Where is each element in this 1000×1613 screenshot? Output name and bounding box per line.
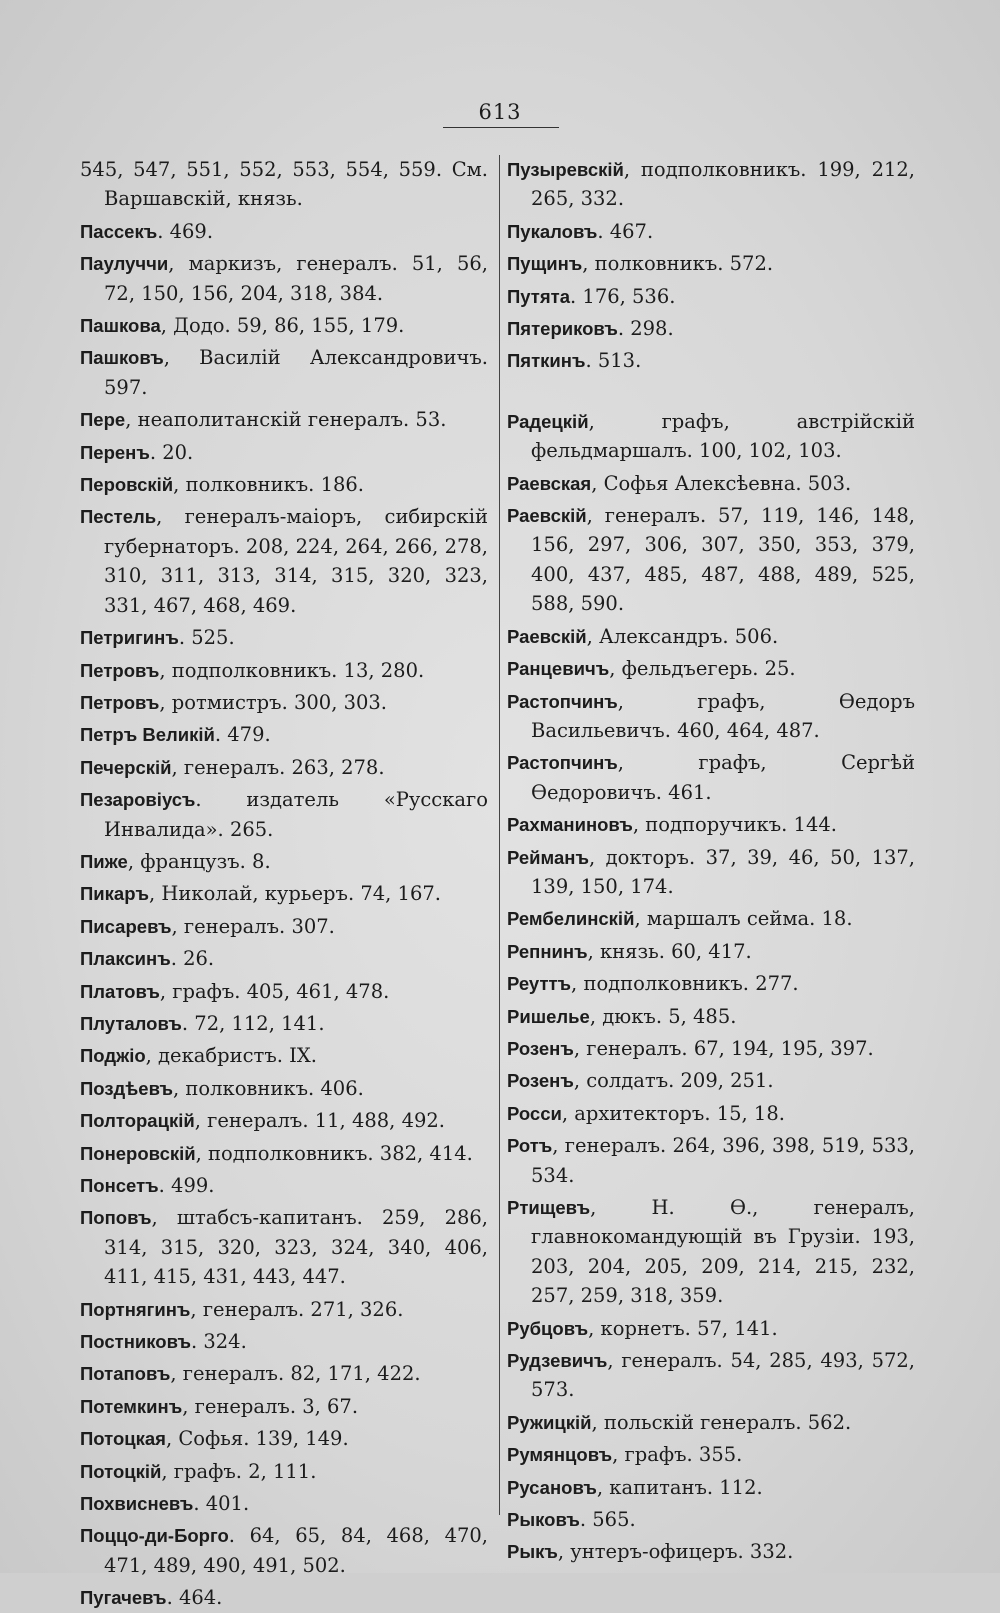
entry-pages: . 72, 112, 141.	[181, 1011, 325, 1035]
index-entry	[507, 1193, 915, 1311]
entry-name: Пиже	[80, 850, 128, 872]
entry-name: Радецкій	[507, 410, 589, 432]
index-entry	[507, 1346, 915, 1405]
entry-pages: , генералъ. 82, 171, 422.	[170, 1362, 421, 1386]
index-entry	[80, 155, 488, 214]
entry-name: Похвисневъ	[80, 1493, 194, 1515]
entry-pages: , капитанъ. 112.	[596, 1475, 763, 1499]
index-entry	[507, 1440, 915, 1469]
entry-name: Плуталовъ	[80, 1012, 182, 1034]
entry-name: Пузыревскій	[507, 159, 624, 180]
entry-name: Пикаръ	[80, 883, 150, 905]
index-entry	[80, 688, 488, 717]
entry-name: Поджіо	[80, 1045, 146, 1067]
entry-name: Розенъ	[507, 1037, 574, 1059]
index-entry	[507, 501, 915, 619]
index-entry	[80, 217, 488, 246]
header-rule	[443, 127, 559, 128]
entry-name: Ртищевъ	[507, 1197, 591, 1218]
entry-pages: , графъ, Ѳедоръ Васильевичъ. 460, 464, 487.	[531, 689, 915, 742]
index-entry	[507, 904, 915, 933]
entry-pages: , Н. Ѳ., генералъ, главнокомандующій въ Грузіи. 193, 203, 204, 205, 209, 214, 215, 232, 257, 259, 318, 359.	[531, 1196, 915, 1308]
index-entry	[80, 1583, 488, 1612]
index-entry	[507, 1034, 915, 1063]
entry-name: Пашковъ	[80, 347, 164, 369]
index-entry	[80, 1171, 488, 1200]
entry-pages: , Василій Александровичъ. 597.	[104, 346, 488, 399]
entry-pages: , подполковникъ. 277.	[571, 972, 799, 996]
entry-name: Рейманъ	[507, 846, 589, 868]
entry-name: Растопчинъ	[507, 690, 618, 712]
index-entry	[80, 1392, 488, 1421]
entry-pages: , подполковникъ. 199, 212, 265, 332.	[531, 158, 915, 211]
entry-pages: , генералъ. 264, 396, 398, 519, 533, 534.	[531, 1134, 915, 1187]
entry-name: Перовскій	[80, 474, 174, 496]
entry-pages: , графъ, Сергѣй Ѳедоровичъ. 461.	[531, 751, 915, 804]
index-entry	[80, 405, 488, 434]
index-entry	[80, 1521, 488, 1580]
entry-name: Понсетъ	[80, 1175, 159, 1196]
index-entry	[507, 1473, 915, 1502]
entry-pages: , дюкъ. 5, 485.	[589, 1004, 737, 1028]
index-entry	[507, 654, 915, 683]
entry-pages: , корнетъ. 57, 141.	[588, 1316, 778, 1340]
entry-name: Потаповъ	[80, 1363, 171, 1385]
entry-name: Пятериковъ	[507, 318, 618, 340]
index-entry	[507, 1099, 915, 1128]
entry-name: Русановъ	[507, 1476, 597, 1498]
entry-name: Петровъ	[80, 691, 160, 713]
entry-name: Рыкъ	[507, 1541, 558, 1563]
entry-name: Росси	[507, 1102, 562, 1124]
index-entry	[507, 1131, 915, 1190]
index-entry	[80, 470, 488, 499]
entry-pages: , Додо. 59, 86, 155, 179.	[160, 314, 405, 338]
entry-pages: 545, 547, 551, 552, 553, 554, 559. См. Варшавскій, князь.	[80, 158, 488, 211]
index-entry	[507, 748, 915, 807]
entry-pages: , генералъ. 54, 285, 493, 572, 573.	[531, 1349, 915, 1402]
entry-name: Пугачевъ	[80, 1587, 167, 1609]
entry-pages: , солдатъ. 209, 251.	[573, 1069, 774, 1093]
page-number: 613	[478, 100, 522, 124]
entry-name: Потоцкій	[80, 1460, 162, 1482]
index-entry	[80, 502, 488, 620]
entry-name: Петригинъ	[80, 627, 179, 649]
index-entry	[507, 282, 915, 311]
entry-name: Рахманиновъ	[507, 814, 633, 836]
entry-name: Пестель	[80, 506, 157, 528]
entry-name: Платовъ	[80, 980, 160, 1002]
entry-pages: , подполковникъ. 382, 414.	[195, 1141, 473, 1165]
index-entry	[80, 1009, 488, 1038]
entry-pages: , Александръ. 506.	[586, 624, 779, 648]
index-entry	[80, 912, 488, 941]
entry-name: Поццо-ди-Борго	[80, 1525, 229, 1547]
entry-name: Поповъ	[80, 1207, 152, 1229]
index-entry	[507, 407, 915, 466]
index-entry	[80, 785, 488, 844]
entry-name: Пяткинъ	[507, 350, 586, 372]
entry-pages: . 525.	[178, 626, 235, 650]
index-entry	[507, 1066, 915, 1095]
entry-pages: , подполковникъ. 13, 280.	[159, 658, 425, 682]
entry-name: Писаревъ	[80, 915, 172, 937]
index-entry	[80, 1327, 488, 1356]
entry-name: Понеровскій	[80, 1142, 196, 1164]
index-entry	[507, 1408, 915, 1437]
entry-name: Постниковъ	[80, 1331, 191, 1353]
index-entry	[80, 847, 488, 876]
entry-name: Рудзевичъ	[507, 1350, 608, 1372]
index-entry	[507, 1537, 915, 1566]
entry-pages: . 298.	[617, 317, 674, 341]
entry-pages: , генералъ. 11, 488, 492.	[194, 1109, 445, 1133]
entry-name: Рубцовъ	[507, 1317, 589, 1339]
entry-pages: . 176, 536.	[570, 284, 676, 308]
entry-name: Пезаровіусъ	[80, 789, 196, 811]
entry-pages: , архитекторъ. 15, 18.	[561, 1101, 785, 1125]
entry-pages: , унтеръ-офицеръ. 332.	[557, 1540, 794, 1564]
index-entry	[507, 1002, 915, 1031]
entry-pages: , князь. 60, 417.	[587, 939, 752, 963]
entry-pages: . издатель «Русскаго Инвалида». 265.	[104, 788, 488, 841]
entry-name: Печерскій	[80, 756, 172, 778]
entry-name: Перенъ	[80, 441, 150, 463]
entry-name: Розенъ	[507, 1070, 574, 1092]
entry-pages: , штабсъ-капитанъ. 259, 286, 314, 315, 320, 323, 324, 340, 406, 411, 415, 431, 443, 447.	[104, 1206, 488, 1289]
entry-name: Раевскій	[507, 625, 587, 647]
index-entry	[80, 1139, 488, 1168]
entry-name: Раевскій	[507, 505, 587, 527]
entry-pages: . 324.	[190, 1330, 247, 1354]
index-entry	[80, 1295, 488, 1324]
index-entry	[507, 314, 915, 343]
index-column-left	[80, 155, 488, 1613]
entry-pages: , докторъ. 37, 39, 46, 50, 137, 139, 150, 174.	[531, 845, 915, 898]
entry-pages: . 20.	[149, 440, 194, 464]
entry-name: Пашкова	[80, 315, 161, 337]
entry-pages: , генералъ. 263, 278.	[171, 755, 385, 779]
entry-pages: , полковникъ. 572.	[582, 252, 774, 276]
entry-pages: , генералъ. 271, 326.	[190, 1297, 404, 1321]
entry-name: Потемкинъ	[80, 1395, 183, 1417]
entry-pages: . 64, 65, 84, 468, 470, 471, 489, 490, 491, 502.	[104, 1524, 488, 1577]
entry-pages: , фельдъегерь. 25.	[609, 657, 796, 681]
entry-name: Рыковъ	[507, 1509, 580, 1531]
index-entry	[80, 1203, 488, 1291]
entry-pages: , полковникъ. 186.	[173, 473, 365, 497]
index-entry	[507, 155, 915, 214]
index-entry	[507, 469, 915, 498]
entry-pages: , генералъ. 57, 119, 146, 148, 156, 297, 306, 307, 350, 353, 379, 400, 437, 485, 487, 488, 489, 525, 588, 590.	[531, 504, 915, 616]
entry-pages: , польскій генералъ. 562.	[591, 1410, 852, 1434]
index-entry	[80, 623, 488, 652]
entry-name: Петръ Великій	[80, 724, 215, 746]
index-entry	[80, 1359, 488, 1388]
index-entry	[80, 977, 488, 1006]
entry-pages: . 499.	[158, 1174, 215, 1197]
entry-pages: , ротмистръ. 300, 303.	[159, 690, 388, 714]
entry-name: Пассекъ	[80, 220, 158, 242]
entry-name: Портнягинъ	[80, 1298, 191, 1320]
entry-pages: , генералъ. 307.	[171, 914, 335, 938]
entry-name: Ранцевичъ	[507, 658, 610, 680]
entry-pages: , подпоручикъ. 144.	[632, 813, 837, 837]
entry-pages: , полковникъ. 406.	[172, 1076, 364, 1100]
entry-name: Поздѣевъ	[80, 1077, 173, 1099]
index-entry	[80, 343, 488, 402]
index-entry	[507, 1505, 915, 1534]
entry-pages: , генералъ-маіоръ, сибирскій губернаторъ. 208, 224, 264, 266, 278, 310, 311, 313, 314, 315, 320, 323, 331, 467, 468, 469.	[104, 505, 488, 617]
entry-name: Пукаловъ	[507, 220, 598, 242]
index-entry	[80, 944, 488, 973]
entry-name: Паулуччи	[80, 253, 169, 275]
entry-name: Румянцовъ	[507, 1444, 613, 1466]
entry-pages: . 565.	[579, 1508, 636, 1532]
column-divider	[499, 155, 500, 1515]
index-column-right	[507, 155, 915, 1567]
entry-pages: . 469.	[157, 219, 214, 243]
index-entry	[80, 1424, 488, 1453]
entry-pages: , маршалъ сейма. 18.	[634, 907, 853, 931]
index-entry	[80, 1457, 488, 1486]
entry-pages: . 464.	[166, 1586, 223, 1610]
entry-pages: , генералъ. 3, 67.	[182, 1394, 359, 1418]
entry-pages: , Николай, курьеръ. 74, 167.	[149, 882, 441, 906]
index-entry	[507, 1314, 915, 1343]
entry-pages: . 513.	[585, 349, 642, 373]
entry-name: Полторацкій	[80, 1110, 195, 1132]
entry-pages: , Софья Алексѣевна. 503.	[591, 471, 852, 495]
index-entry	[80, 656, 488, 685]
entry-name: Плаксинъ	[80, 948, 171, 970]
entry-name: Растопчинъ	[507, 752, 618, 774]
entry-name: Реуттъ	[507, 973, 572, 995]
index-entry	[507, 937, 915, 966]
entry-pages: , графъ. 405, 461, 478.	[159, 979, 390, 1003]
entry-pages: , графъ. 355.	[612, 1443, 743, 1467]
index-entry	[80, 753, 488, 782]
entry-pages: , Софья. 139, 149.	[165, 1427, 349, 1451]
index-entry	[507, 843, 915, 902]
index-entry	[80, 1106, 488, 1135]
index-entry	[507, 217, 915, 246]
index-entry	[80, 879, 488, 908]
entry-pages: . 467.	[597, 219, 654, 243]
entry-pages: , графъ. 2, 111.	[161, 1459, 317, 1483]
index-entry	[507, 810, 915, 839]
index-entry	[507, 622, 915, 651]
index-entry	[80, 249, 488, 308]
entry-name: Ротъ	[507, 1135, 553, 1157]
entry-pages: . 479.	[214, 723, 271, 747]
entry-name: Путята	[507, 285, 571, 307]
entry-pages: . 26.	[170, 947, 215, 971]
index-entry	[507, 346, 915, 375]
entry-pages: , графъ, австрійскій фельдмаршалъ. 100, 102, 103.	[531, 409, 915, 463]
index-entry	[80, 311, 488, 340]
index-entry	[80, 1074, 488, 1103]
index-entry	[80, 438, 488, 467]
entry-pages: . 401.	[193, 1492, 250, 1516]
index-entry	[507, 249, 915, 278]
entry-pages: , французъ. 8.	[127, 849, 271, 873]
entry-pages: , маркизъ, генералъ. 51, 56, 72, 150, 156, 204, 318, 384.	[104, 252, 488, 305]
entry-name: Пере	[80, 409, 126, 431]
index-entry	[507, 687, 915, 746]
entry-name: Пущинъ	[507, 253, 583, 275]
entry-pages: , неаполитанскій генералъ. 53.	[125, 408, 447, 432]
entry-pages: , декабристъ. IX.	[145, 1044, 317, 1068]
entry-name: Репнинъ	[507, 940, 588, 962]
entry-name: Ришелье	[507, 1005, 590, 1027]
index-entry	[80, 1489, 488, 1518]
index-entry	[80, 720, 488, 749]
entry-name: Ружицкій	[507, 1411, 592, 1433]
entry-name: Петровъ	[80, 659, 160, 681]
index-entry	[80, 1041, 488, 1070]
entry-name: Раевская	[507, 472, 592, 494]
entry-pages: , генералъ. 67, 194, 195, 397.	[573, 1036, 874, 1060]
index-entry	[507, 969, 915, 998]
entry-name: Рембелинскій	[507, 908, 635, 930]
entry-name: Потоцкая	[80, 1428, 166, 1450]
